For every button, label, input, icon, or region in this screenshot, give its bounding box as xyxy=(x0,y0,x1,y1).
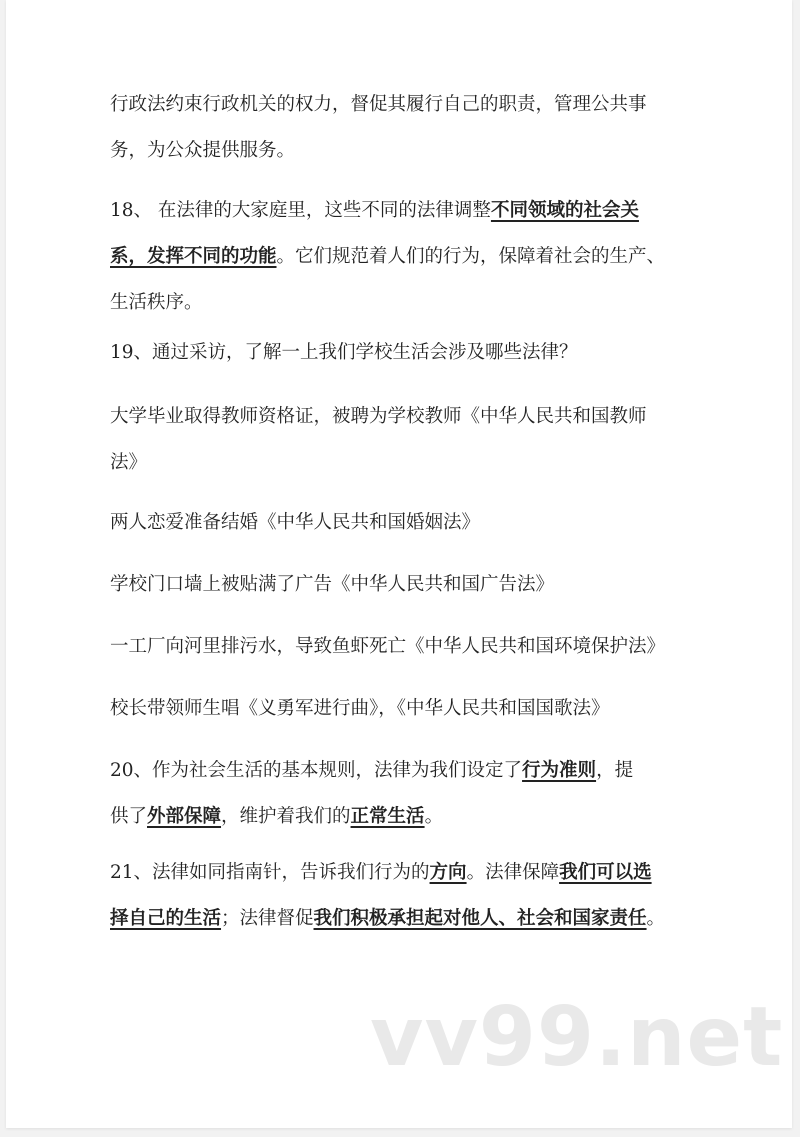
text-line xyxy=(110,748,690,794)
text-line: 行政法约束行政机关的权力，督促其履行自己的职责，管理公共事 xyxy=(110,94,647,115)
underlined-keyword: 外部保障 xyxy=(147,806,222,827)
text-line xyxy=(110,896,690,942)
example-teacher-law xyxy=(110,394,690,486)
text-run: 20、作为社会生活的基本规则，法律为我们设定了 xyxy=(110,760,523,781)
text-run: 21、法律如同指南针，告诉我们行为的 xyxy=(110,862,430,883)
underlined-keyword: 择自己的生活 xyxy=(110,908,222,929)
site-watermark: vv99.net xyxy=(370,990,784,1085)
text-run: ，提 xyxy=(596,760,634,781)
document-page xyxy=(6,0,792,1128)
text-run: ；法律督促 xyxy=(221,908,314,929)
paragraph-18 xyxy=(110,188,690,326)
underlined-keyword: 我们可以选 xyxy=(559,862,652,883)
underlined-keyword: 行为准则 xyxy=(522,760,597,781)
text-line xyxy=(110,794,690,840)
text-line: 19、通过采访，了解一上我们学校生活会涉及哪些法律？ xyxy=(110,342,578,363)
underlined-keyword: 正常生活 xyxy=(350,806,425,827)
text-line: 一工厂向河里排污水，导致鱼虾死亡《中华人民共和国环境保护法》 xyxy=(110,636,666,657)
example-advertising-law xyxy=(110,562,690,608)
paragraph-19-question xyxy=(110,330,690,376)
paragraph-admin-law xyxy=(110,82,690,174)
text-run: 18、 在法律的大家庭里，这些不同的法律调整 xyxy=(110,200,491,221)
text-line: 务，为公众提供服务。 xyxy=(110,140,296,161)
text-line xyxy=(110,850,690,896)
text-run: 供了 xyxy=(110,806,148,827)
text-line: 法》 xyxy=(110,452,148,473)
text-line: 校长带领师生唱《义勇军进行曲》，《中华人民共和国国歌法》 xyxy=(110,698,610,719)
text-line: 学校门口墙上被贴满了广告《中华人民共和国广告法》 xyxy=(110,574,555,595)
text-line: 生活秩序。 xyxy=(110,292,203,313)
text-line: 两人恋爱准备结婚《中华人民共和国婚姻法》 xyxy=(110,512,481,533)
underlined-keyword: 方向 xyxy=(429,862,467,883)
paragraph-20 xyxy=(110,748,690,840)
underlined-keyword: 我们积极承担起对他人、社会和国家责任 xyxy=(313,908,647,929)
example-marriage-law xyxy=(110,500,690,546)
text-line: 大学毕业取得教师资格证，被聘为学校教师《中华人民共和国教师 xyxy=(110,406,647,427)
text-line xyxy=(110,234,690,280)
underlined-keyword: 不同领域的社会关 xyxy=(490,200,639,221)
paragraph-21 xyxy=(110,850,690,942)
example-environment-law xyxy=(110,624,690,670)
text-run: 。法律保障 xyxy=(466,862,560,883)
example-anthem-law xyxy=(110,686,690,732)
text-run: 。 xyxy=(646,908,666,929)
underlined-keyword: 系，发挥不同的功能 xyxy=(110,246,277,267)
text-run: 。 xyxy=(424,806,444,827)
text-run: 。它们规范着人们的行为，保障着社会的生产、 xyxy=(276,246,666,267)
text-line xyxy=(110,188,690,234)
text-run: ，维护着我们的 xyxy=(221,806,351,827)
